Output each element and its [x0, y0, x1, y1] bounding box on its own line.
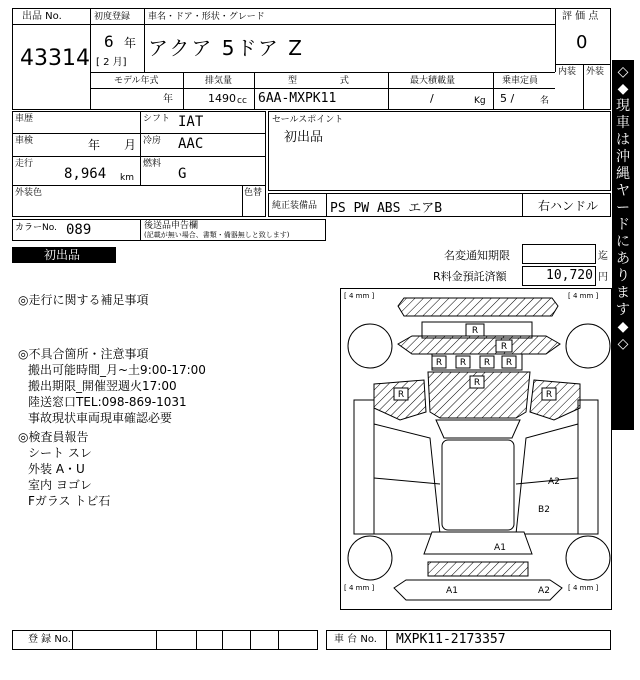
tyre-front-right-icon [566, 324, 610, 368]
damage-mark: A2 [548, 477, 560, 487]
tyre-label-rl: [ 4 mm ] [344, 584, 375, 592]
tyre-label-rr: [ 4 mm ] [568, 584, 599, 592]
history-label: 車歴 [15, 114, 34, 124]
divider [254, 72, 255, 110]
aftermarket-note: (記載が無い場合、書類・備器無しと致します) [144, 231, 290, 239]
tyre-rear-right-icon [566, 536, 610, 580]
model-value: 6AA-MXPK11 [258, 91, 337, 106]
note-line: シート スレ [28, 446, 92, 460]
max-load-label: 最大積載量 [410, 76, 456, 86]
score-value: 0 [576, 32, 588, 53]
divider [386, 630, 387, 650]
exterior-label: 外装 [586, 67, 605, 77]
first-reg-label: 初度登録 [94, 12, 131, 22]
damage-mark: R [471, 326, 479, 336]
divider [555, 8, 556, 72]
shift-value: IAT [178, 114, 204, 130]
name-change-label: 名変通知期限 [444, 249, 510, 262]
note-line: 室内 ヨゴレ [28, 478, 92, 492]
divider [90, 8, 91, 72]
side-banner-char: 沖 [616, 149, 630, 165]
ac-label: 冷房 [143, 136, 162, 146]
side-banner-char: 縄 [616, 166, 630, 182]
divider [522, 193, 523, 217]
displacement-label: 排気量 [205, 76, 233, 86]
color-no-label: カラーNo. [15, 223, 57, 233]
driving-notes-header: ◎走行に関する補足事項 [18, 293, 149, 307]
recycle-amount: 10,720 [546, 268, 593, 283]
side-banner-char: ー [616, 200, 630, 216]
divider [183, 72, 184, 110]
side-banner-char: ド [616, 217, 630, 233]
reg-no-label: 登 録 No. [28, 634, 71, 645]
damage-mark: R [473, 378, 481, 388]
damage-mark: R [500, 342, 508, 352]
side-banner-char: ヤ [616, 183, 630, 199]
divider [12, 133, 266, 134]
model-year-label: モデル年式 [114, 76, 159, 86]
fuel-value: G [178, 166, 187, 182]
inspection-month-unit: 月 [124, 138, 137, 152]
side-banner-char: に [616, 234, 630, 250]
divider [12, 24, 90, 25]
divider [90, 72, 555, 73]
side-banner-char: ◆ [617, 319, 629, 335]
year-unit: 年 [124, 36, 137, 50]
side-banner-char: は [616, 132, 630, 148]
mileage-unit: km [120, 173, 134, 183]
side-banner-char: ま [616, 285, 630, 301]
divider [326, 193, 327, 217]
name-change-field [522, 244, 596, 264]
ext-color-label: 外装色 [15, 188, 43, 198]
lot-number: 43314 [20, 46, 90, 71]
side-banner-char: り [616, 268, 630, 284]
displacement-value: 1490 [208, 92, 236, 105]
chassis-label: 車 台 No. [334, 634, 377, 645]
divider [90, 24, 555, 25]
tyre-front-left-icon [348, 324, 392, 368]
damage-mark: R [483, 358, 491, 368]
rear-window [428, 562, 528, 576]
rear-bumper [394, 580, 562, 600]
damage-mark: R [459, 358, 467, 368]
chassis-number: MXPK11-2173357 [396, 632, 506, 647]
side-banner-char: 車 [616, 115, 630, 131]
inspector-notes [28, 445, 110, 509]
damage-mark: A1 [494, 543, 506, 553]
car-name-label: 車名・ドア・形状・グレード [148, 12, 265, 22]
divider [156, 630, 157, 650]
inspection-label: 車検 [15, 136, 34, 146]
displacement-unit: cc [237, 96, 247, 106]
lot-label: 出品 No. [22, 11, 62, 22]
damage-mark: A2 [538, 586, 550, 596]
right-body-side [516, 400, 598, 534]
sales-point-value: 初出品 [284, 130, 324, 145]
first-listing-badge-text: 初出品 [44, 248, 81, 262]
damage-mark: R [435, 358, 443, 368]
damage-mark: R [545, 390, 553, 400]
fuel-label: 燃料 [143, 159, 162, 169]
divider [140, 219, 141, 241]
recycle-unit: 円 [598, 272, 608, 283]
first-reg-month: [ 2 月] [96, 57, 127, 68]
note-line: 搬出期限_開催翌週火17:00 [28, 379, 177, 393]
divider [196, 630, 197, 650]
damage-mark: R [505, 358, 513, 368]
tyre-rear-left-icon [348, 536, 392, 580]
divider [140, 111, 141, 185]
recycle-label: R料金預託済額 [433, 270, 507, 283]
inspector-header: ◎検査員報告 [18, 430, 89, 444]
note-line: 搬出可能時間_月~土9:00-17:00 [28, 363, 206, 377]
inspection-year-unit: 年 [88, 138, 101, 152]
mileage-value: 8,964 [64, 166, 107, 182]
defect-notes [28, 362, 206, 426]
divider [388, 72, 389, 110]
roof [442, 440, 514, 530]
defects-header: ◎不具合箇所・注意事項 [18, 347, 149, 361]
name-change-unit: 迄 [598, 251, 608, 262]
score-label: 評 価 点 [562, 11, 599, 22]
divider [242, 185, 243, 217]
mileage-label: 走行 [15, 159, 34, 169]
capacity-unit: 名 [540, 96, 550, 106]
car-damage-diagram [340, 288, 612, 610]
max-load-unit: Kg [474, 96, 486, 106]
steering-value: 右ハンドル [538, 199, 599, 213]
side-banner-char: ◇ [617, 64, 629, 80]
note-line: 事故現状車両現車確認必要 [28, 411, 173, 425]
side-banner [612, 60, 634, 430]
divider [72, 630, 73, 650]
damage-mark: B2 [538, 505, 550, 515]
aftermarket-label: 後送品申告欄 [144, 221, 199, 231]
side-banner-char: あ [616, 251, 630, 267]
recolor-label: 色替 [244, 188, 263, 198]
windshield [436, 420, 520, 438]
side-banner-char: 現 [616, 98, 630, 114]
note-line: Fガラス トビ石 [28, 494, 111, 508]
divider [90, 72, 91, 110]
capacity-value: 5 / [500, 92, 515, 105]
model-label: 型 式 [288, 76, 369, 86]
max-load-value: / [430, 92, 434, 105]
divider [278, 630, 279, 650]
interior-label: 内装 [558, 67, 577, 77]
shift-label: シフト [143, 114, 171, 124]
divider [90, 88, 555, 89]
side-banner-char: ◇ [617, 336, 629, 352]
divider [12, 185, 266, 186]
divider [493, 72, 494, 110]
sales-point-label: セールスポイント [272, 115, 344, 125]
divider [12, 156, 266, 157]
ac-value: AAC [178, 136, 204, 152]
tyre-label-fl: [ 4 mm ] [344, 292, 375, 300]
divider [222, 630, 223, 650]
details-frame [12, 111, 266, 217]
color-no-value: 089 [66, 222, 92, 238]
divider [250, 630, 251, 650]
damage-mark: R [397, 390, 405, 400]
divider [144, 8, 145, 72]
note-line: 陸送窓口TEL:098-869-1031 [28, 395, 187, 409]
first-reg-year: 6 [104, 32, 114, 51]
note-line: 外装 A・U [28, 462, 85, 476]
car-name: アクア 5ドア Z [148, 36, 304, 60]
side-banner-char: ◆ [617, 81, 629, 97]
capacity-label: 乗車定員 [502, 76, 539, 86]
equipment-label: 純正装備品 [272, 201, 318, 211]
rear-hatch [424, 532, 532, 554]
model-year-unit: 年 [163, 94, 173, 105]
side-banner-char: す [616, 302, 630, 318]
damage-mark: A1 [446, 586, 458, 596]
divider [583, 64, 584, 110]
tyre-label-fr: [ 4 mm ] [568, 292, 599, 300]
equipment-value: PS PW ABS エアB [330, 201, 443, 216]
left-body-side [354, 400, 440, 534]
